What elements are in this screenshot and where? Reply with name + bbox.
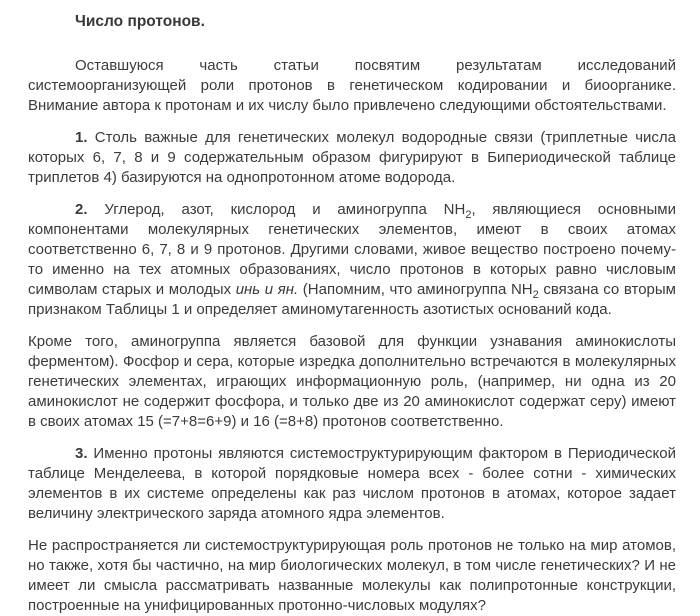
text-segment: 1. xyxy=(75,129,88,146)
paragraph xyxy=(28,128,676,188)
text-segment: Кроме того, аминогруппа является базовой для функции узнавания аминокислоты ферментом). Фосфор и сера, которые изредка дополнительно встречаются в молекулярных генетических элементах, играющих информационную роль, (например, ни одна из 20 аминокислот не содержит фосфора, и только две из 20 аминокислот содержат серу) имеют в своих атомах 15 (=7+8=6+9) и 16 (=8+8) протонов соответственно. xyxy=(28,333,676,430)
paragraph xyxy=(28,444,676,524)
text-segment: 3. xyxy=(75,445,88,462)
paragraph xyxy=(28,332,676,432)
text-segment: (Напомним, что аминогруппа NH xyxy=(298,281,533,298)
document-title: Число протонов. xyxy=(75,13,205,30)
paragraph xyxy=(28,536,676,616)
text-segment: инь и ян. xyxy=(235,281,299,298)
text-segment: 2 xyxy=(532,289,539,301)
text-segment: 2 xyxy=(465,209,472,221)
document-body xyxy=(28,56,676,616)
paragraph xyxy=(28,200,676,320)
text-segment: Столь важные для генетических молекул водородные связи (триплетные числа которых 6, 7, 8 и 9 содержательным образом фигурируют в Бипериодической таблице триплетов 4) базируются на однопротонном атоме водорода. xyxy=(28,129,676,186)
text-segment: связана со вторым признаком Таблицы 1 и определяет аминомутагенность азотистых оснований кода. xyxy=(28,281,676,318)
text-segment: , являющиеся основными компонентами молекулярных генетических элементов, имеют в своих атомах соответственно 6, 7, 8 и 9 протонов. Другими словами, живое вещество построено почему-то именно на тех атомных образованиях, число протонов в которых равно числовым символам старых и молодых xyxy=(28,201,676,298)
text-segment: Не распространяется ли системоструктурирующая роль протонов не только на мир атомов, но также, хотя бы частично, на мир биологических молекул, в том числе генетических? И не имеет ли смысла рассматривать названные молекулы как полипротонные конструкции, построенные на унифицированных протонно-числовых модулях? xyxy=(28,537,676,614)
text-segment: 2. xyxy=(75,201,88,218)
paragraph xyxy=(28,56,676,116)
text-segment: Именно протоны являются системоструктурирующим фактором в Периодической таблице Менделеева, в которой порядковые номера всех - более сотни - химических элементов в их системе определены как раз числом протонов в атомах, которое задает величину электрического заряда атомного ядра элементов. xyxy=(28,445,676,522)
text-segment: Углерод, азот, кислород и аминогруппа NH xyxy=(87,201,466,218)
text-segment: Оставшуюся часть статьи посвятим результатам исследований системоорганизующей роли протонов в генетическом кодировании и биоорганике. Внимание автора к протонам и их числу было привлечено следующими обстоятельствами. xyxy=(28,57,676,114)
